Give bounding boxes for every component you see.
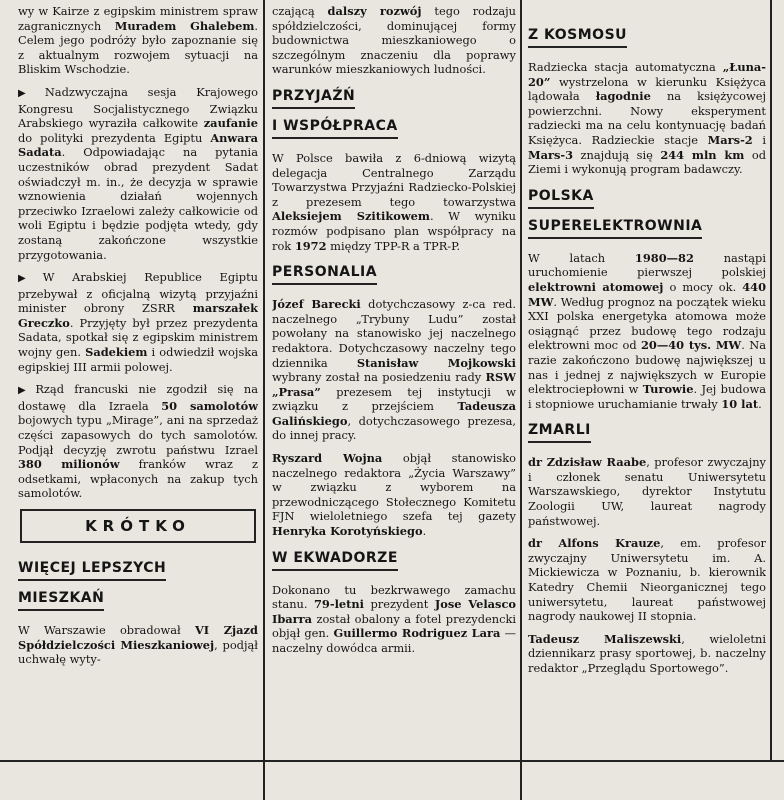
heading-przyjazn (272, 85, 516, 145)
heading-zmarli-wrap (528, 419, 766, 449)
section-banner-krotko: KRÓTKO (20, 509, 256, 543)
heading-personalia: PERSONALIA (272, 264, 377, 285)
obituary-raabe: dr Zdzisław Raabe, profesor zwyczajny i członek senatu Uniwersytetu Warszawskiego, dyrektor Instytutu Zoologii UW, laureat nagrody państwowej. (528, 455, 766, 528)
column-1 (18, 0, 258, 800)
article-wojna: Ryszard Wojna objął stanowisko naczelnego redaktora „Życia Warszawy” w związku z wyborem na przewodniczącego Stołecznego Komitetu FJN wieloletniego szefa tej gazety Henryka Korotyńskiego. (272, 451, 516, 539)
article-luna: Radziecka stacja automatyczna „Łuna-20” wystrzelona w kierunku Księżyca lądowała łagodnie na księżycowej powierzchni. Nowy eksperyment radziecki ma na celu kontynuację badań Księżyca. Radzieckie stacje Mars-2 i Mars-3 znajdują się 244 mln km od Ziemi i wykonują program badawczy. (528, 60, 766, 177)
heading-line-2: I WSPÓŁPRACA (272, 118, 398, 139)
article-ecuador: Dokonano tu bezkrwawego zamachu stanu. 79-letni prezydent Jose Velasco Ibarra został obalony a fotel prezydencki objął gen. Guillermo Rodriguez Lara — naczelny dowódca armii. (272, 582, 516, 655)
heading-line-2: MIESZKAŃ (18, 590, 104, 611)
heading-kosmos-wrap (528, 24, 766, 54)
heading-ekwador: W EKWADORZE (272, 550, 398, 571)
article-barecki: Józef Barecki dotychczasowy z-ca red. naczelnego „Trybuny Ludu” został powołany na stanowisko jej naczelnego redaktora. Dotychczasowy naczelny tego dziennika Stanisław Mojkowski wybrany został na posiedzeniu rady RSW „Prasa” prezesem tej instytucji w związku z przejściem Tadeusza Galińskiego, dotychczasowego prezesa, do innej pracy. (272, 297, 516, 443)
article-housing-cont: czającą dalszy rozwój tego rodzaju spółdzielczości, dominującej formy budownictwa mieszkaniowego o szczególnym znaczeniu dla poprawy warunków mieszkaniowych ludności. (272, 4, 516, 77)
heading-kosmos: Z KOSMOSU (528, 27, 627, 48)
bullet-triangle-icon: ▶ (18, 385, 33, 397)
column-3 (528, 0, 766, 800)
heading-zmarli: ZMARLI (528, 422, 591, 443)
obituary-krauze: dr Alfons Krauze, em. profesor zwyczajny Uniwersytetu im. A. Mickiewicza w Poznaniu, b. kierownik Katedry Chemii Nieorganicznej tego uniwersytetu, laureat państwowej nagrody naukowej II stopnia. (528, 536, 766, 624)
bullet-triangle-icon: ▶ (18, 273, 40, 285)
column-rule-left (263, 0, 265, 800)
heading-line-1: WIĘCEJ LEPSZYCH (18, 560, 166, 581)
article-asu-session: ▶ Nadzwyczajna sesja Krajowego Kongresu Socjalistycznego Związku Arabskiego wyraziła całkowite zaufanie do polityki prezydenta Egiptu Anwara Sadata. Odpowiadając na pytania uczestników obrad prezydent Sadat oświadczył m. in., że decyzja w sprawie wznowienia działań wojennych przeciwko Izraelowi zależy całkowicie od woli Egiptu i będzie podjęta wtedy, gdy zostaną zakończone wszystkie przygotowania. (18, 84, 258, 262)
heading-ekwador-wrap (272, 547, 516, 577)
obituary-maliszewski: Tadeusz Maliszewski, wieloletni dziennikarz prasy sportowej, b. naczelny redaktor „Przeglądu Sportowego”. (528, 631, 766, 675)
column-rule-right (520, 0, 522, 800)
article-housing: W Warszawie obradował VI Zjazd Spółdzielczości Mieszkaniowej, podjął uchwałę wyty- (18, 623, 258, 667)
heading-personalia-wrap (272, 261, 516, 291)
bullet-triangle-icon: ▶ (18, 87, 42, 99)
heading-polska (528, 185, 766, 245)
article-power-plant: W latach 1980—82 nastąpi uruchomienie pierwszej polskiej elektrowni atomowej o mocy ok. 440 MW. Według prognoz na początek wieku XXI polska energetyka atomowa może osiągnąć przez budowę tego rodzaju elektrowni moc od 20—40 tys. MW. Na razie zakończono budowę największej u nas i jednej z największych w Europie elektrociepłowni w Turowie. Jej budowa i stopniowe uruchamianie trwały 10 lat. (528, 250, 766, 411)
article-grechko-visit: ▶ W Arabskiej Republice Egiptu przebywał z oficjalną wizytą przyjaźni minister obrony ZSRR marszałek Greczko. Przyjęty był przez prezydenta Sadata, spotkał się z egipskim ministrem wojny gen. Sadekiem i odwiedził wojska egipskiej III armii polowej. (18, 270, 258, 374)
article-friendship: W Polsce bawiła z 6-dniową wizytą delegacja Centralnego Zarządu Towarzystwa Przyjaźni Radziecko-Polskiej z prezesem tego towarzystwa Aleksiejem Szitikowem. W wyniku rozmów podpisano plan współpracy na rok 1972 między TPP-R a TPR-P. (272, 150, 516, 253)
page-edge-rule (770, 0, 772, 760)
heading-line-1: PRZYJAŹŃ (272, 88, 355, 109)
heading-line-1: POLSKA (528, 188, 594, 209)
heading-mieszkan (18, 557, 258, 617)
article-mirage: ▶ Rząd francuski nie zgodził się na dostawę dla Izraela 50 samolotów bojowych typu „Mirage”, ani na sprzedaż części zapasowych do tych samolotów. Podjął decyzję zwrotu państwu Izrael 380 milionów franków wraz z odsetkami, wpłaconych na zakup tych samolotów. (18, 382, 258, 501)
article-egypt-visit: wy w Kairze z egipskim ministrem spraw zagranicznych Muradem Ghalebem. Celem jego podróży było zapoznanie się z aktualnym rozwojem sytuacji na Bliskim Wschodzie. (18, 4, 258, 77)
heading-line-2: SUPERELEKTROWNIA (528, 218, 702, 239)
column-2 (272, 0, 516, 800)
